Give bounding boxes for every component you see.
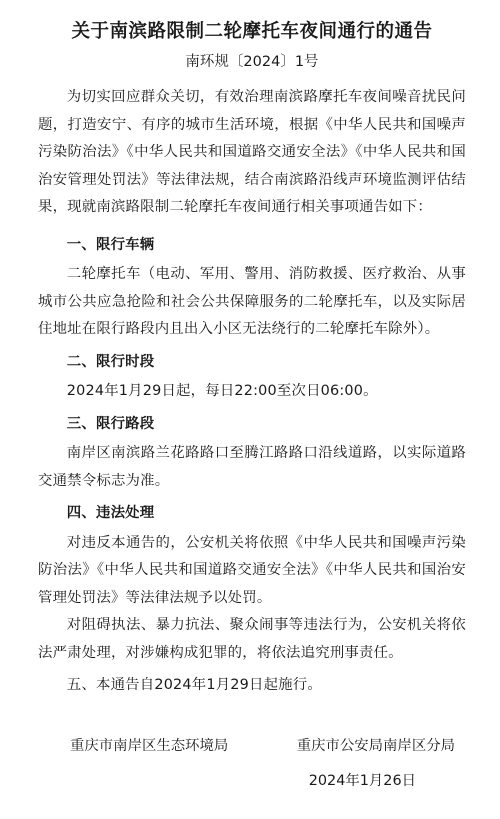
signature-org-police: 重庆市公安局南岸区分局 [296,737,455,754]
signature-org-environment: 重庆市南岸区生态环境局 [70,737,229,754]
closing-paragraph: 五、本通告自2024年1月29日起施行。 [66,677,322,693]
section-heading-vehicles: 一、限行车辆 [66,236,155,253]
signature-row [38,734,466,755]
intro-paragraph: 为切实回应群众关切，有效治理南滨路摩托车夜间噪音扰民问题，打造安宁、有序的城市生活环境，根据《中华人民共和国噪声污染防治法》《中华人民共和国道路交通安全法》《中华人民共和国治安管理处罚法》等法律法规，结合南滨路沿线声环境监测评估结果，现就南滨路限制二轮摩托车夜间通行相关事项通告如下： [38,89,466,215]
section-paragraph-vehicles: 二轮摩托车（电动、军用、警用、消防救援、医疗救治、从事城市公共应急抢险和社会公共保障服务的二轮摩托车，以及实际居住地址在限行路段内且出入小区无法绕行的二轮摩托车除外）。 [38,266,466,337]
section-paragraph-road: 南岸区南滨路兰花路路口至腾江路路口沿线道路，以实际道路交通禁令标志为准。 [38,445,466,489]
section-heading-road: 三、限行路段 [66,415,155,432]
section-paragraph-penalty-1: 对违反本通告的，公安机关将依照《中华人民共和国噪声污染防治法》《中华人民共和国道路交通安全法》《中华人民共和国治安管理处罚法》等法律法规予以处罚。 [38,534,466,606]
section-heading-time: 二、限行时段 [66,353,155,370]
document-number: 南环规〔2024〕1号 [185,54,319,70]
signature-date: 2024年1月26日 [308,772,416,789]
section-paragraph-penalty-2: 对阻碍执法、暴力抗法、聚众闹事等违法行为，公安机关将依法严肃处理，对涉嫌构成犯罪的，将依法追究刑事责任。 [38,617,466,661]
section-paragraph-time: 2024年1月29日起，每日22:00至次日06:00。 [66,383,378,399]
notice-body [38,84,466,700]
notice-title: 关于南滨路限制二轮摩托车夜间通行的通告 [71,21,433,42]
section-heading-penalty: 四、违法处理 [66,505,155,521]
